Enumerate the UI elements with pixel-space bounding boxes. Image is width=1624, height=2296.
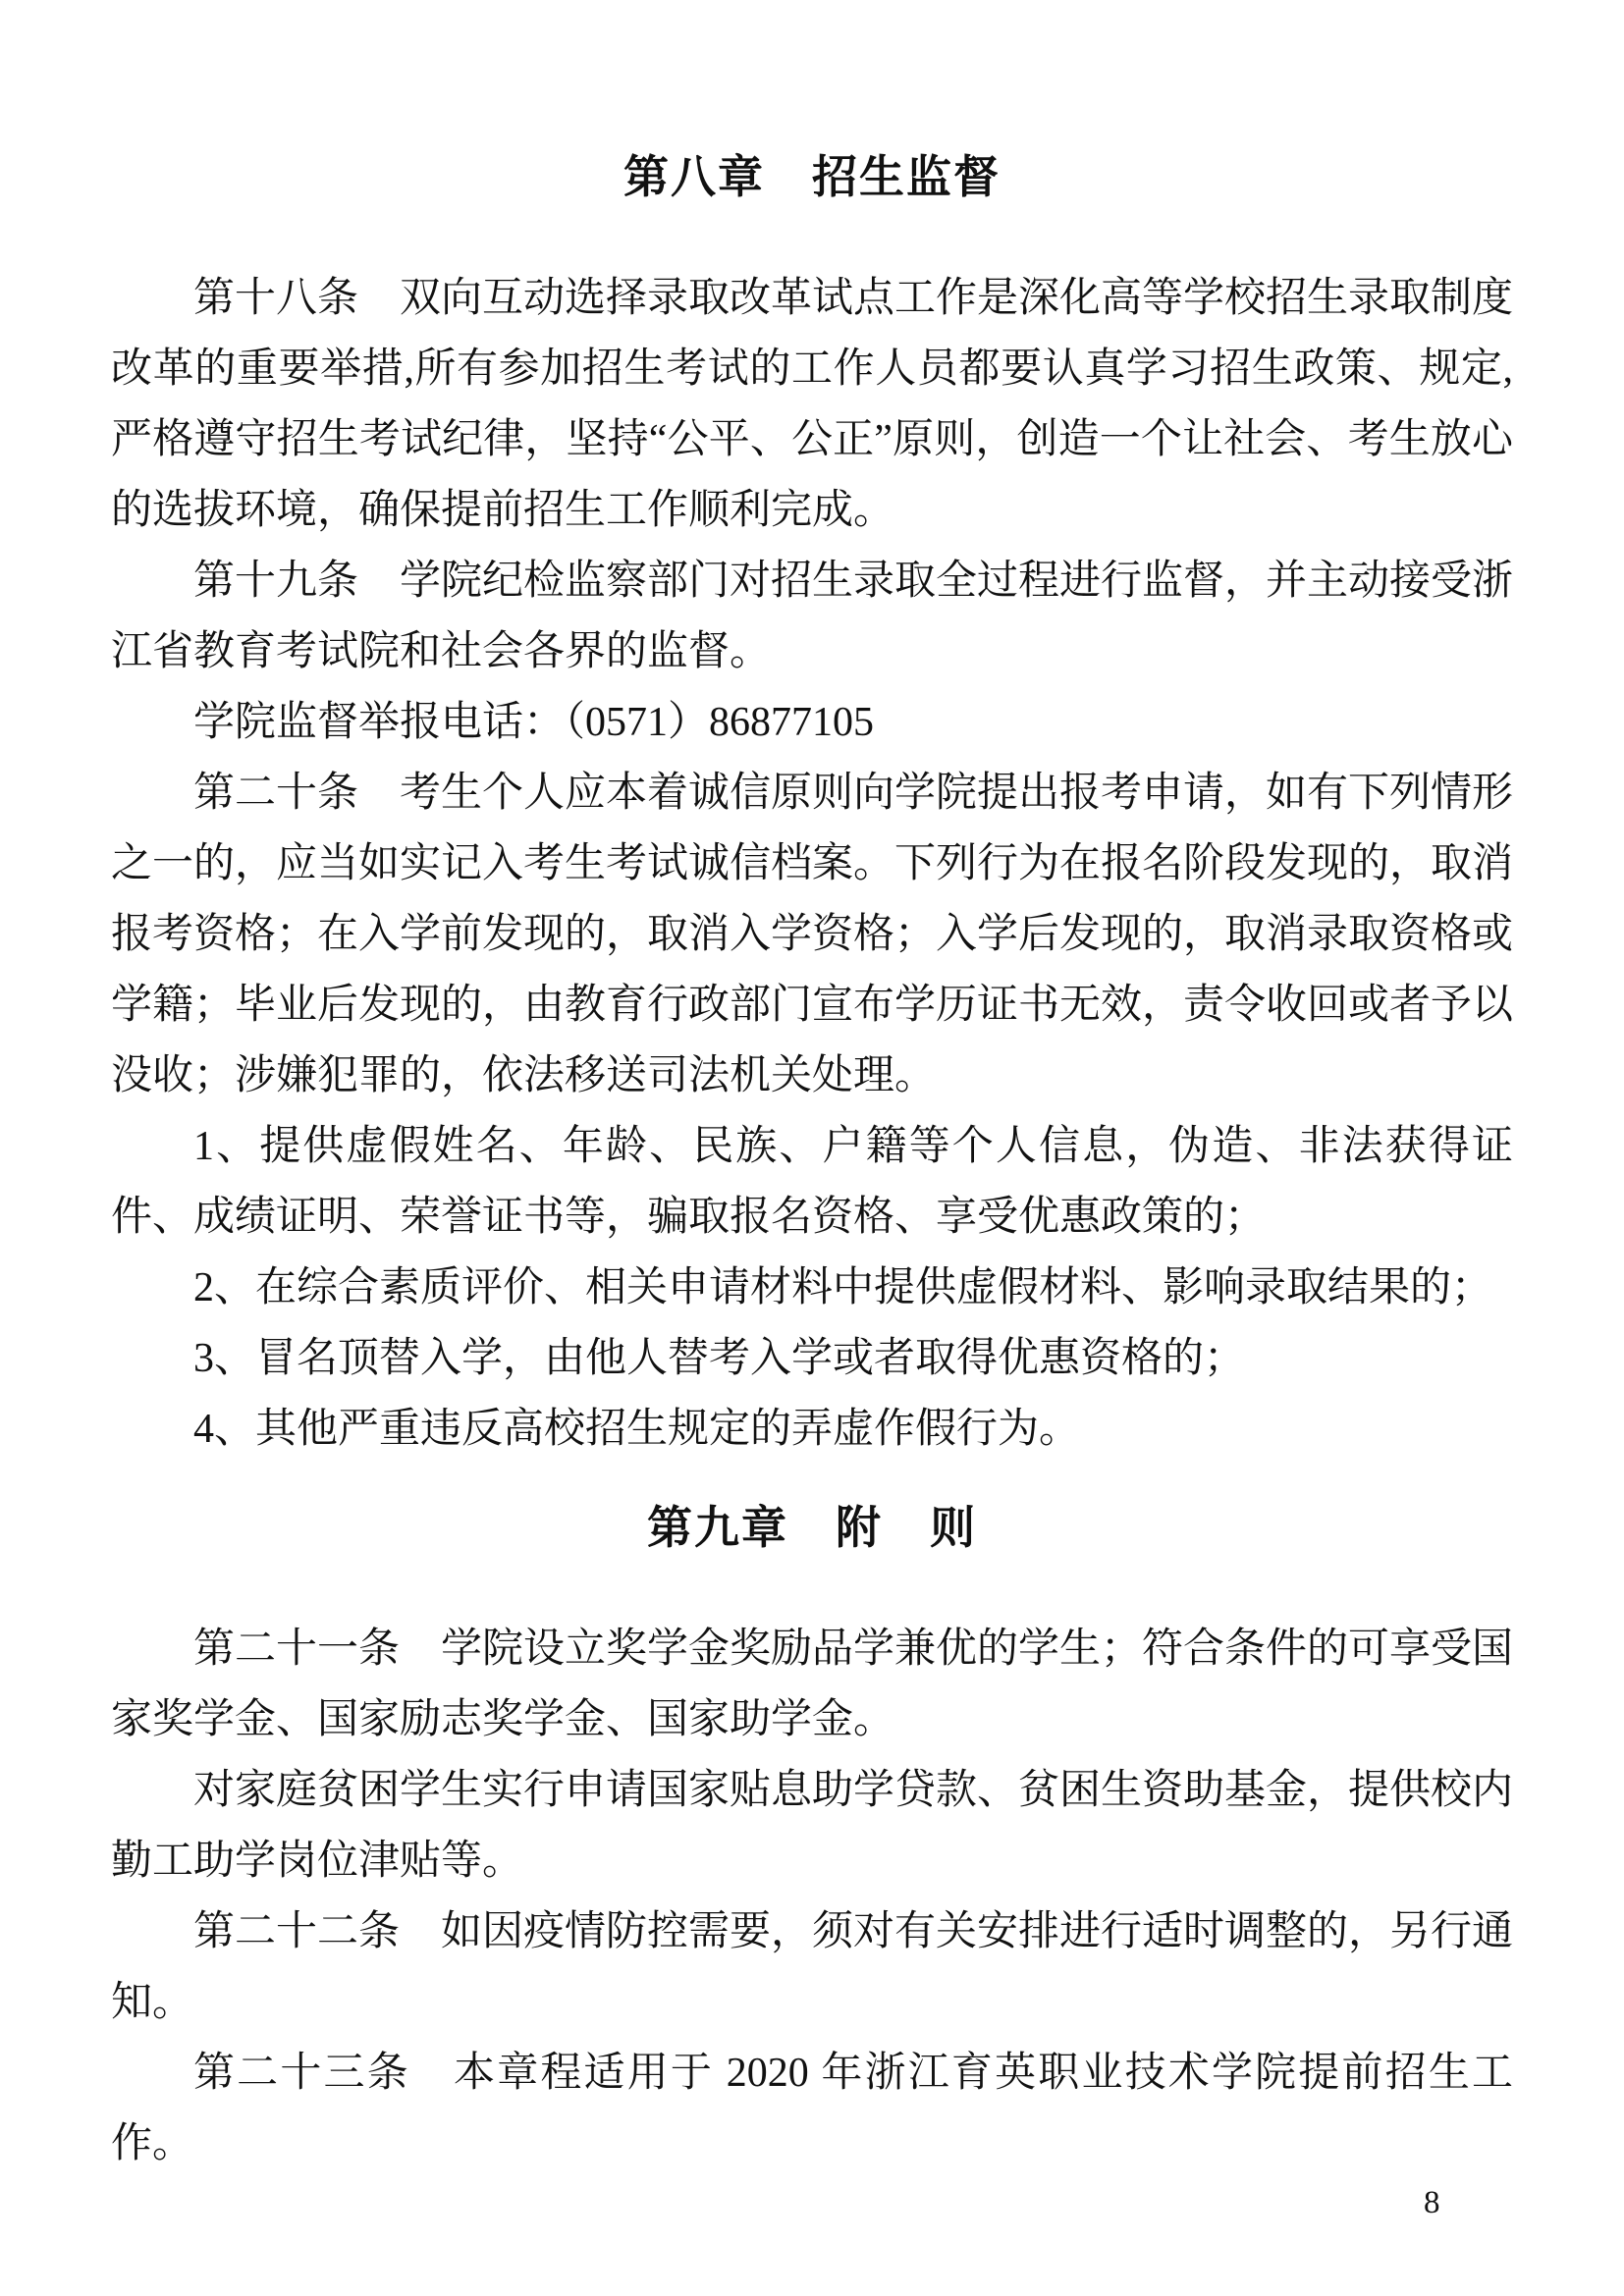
supervision-phone-line: 学院监督举报电话：（0571）86877105 — [193, 700, 875, 745]
article-19-paragraph: 第十九条 学院纪检监察部门对招生录取全过程进行监督，并主动接受浙江省教育考试院和社会各界的监督。 — [111, 559, 1514, 674]
page-number: 8 — [1424, 2185, 1440, 2220]
chapter-9-heading: 第九章 附 则 — [647, 1503, 977, 1553]
article-23-paragraph: 第二十三条 本章程适用于 2020 年浙江育英职业技术学院提前招生工作。 — [111, 2051, 1513, 2166]
article-20-paragraph: 第二十条 考生个人应本着诚信原则向学院提出报考申请，如有下列情形之一的，应当如实记入考生考试诚信档案。下列行为在报名阶段发现的，取消报考资格；在入学前发现的，取消入学资格；入学后发现的，取消录取资格或学籍；毕业后发现的，由教育行政部门宣布学历证书无效，责令收回或者予以没收；涉嫌犯罪的，依法移送司法机关处理。 — [111, 771, 1514, 1098]
article-22-paragraph: 第二十二条 如因疫情防控需要，须对有关安排进行适时调整的，另行通知。 — [111, 1909, 1514, 2025]
article-21-paragraph: 第二十一条 学院设立奖学金奖励品学兼优的学生；符合条件的可享受国家奖学金、国家励志奖学金、国家助学金。 — [111, 1627, 1514, 1742]
document-content — [111, 0, 1513, 2179]
chapter-8-heading: 第八章 招生监督 — [623, 152, 1001, 202]
article-18-paragraph: 第十八条 双向互动选择录取改革试点工作是深化高等学校招生录取制度改革的重要举措,所有参加招生考试的工作人员都要认真学习招生政策、规定,严格遵守招生考试纪律，坚持“公平、公正”原则，创造一个让社会、考生放心的选拔环境，确保提前招生工作顺利完成。 — [111, 276, 1514, 533]
violation-item-2: 2、在综合素质评价、相关申请材料中提供虚假材料、影响录取结果的； — [193, 1265, 1493, 1310]
financial-aid-paragraph: 对家庭贫困学生实行申请国家贴息助学贷款、贫困生资助基金，提供校内勤工助学岗位津贴等。 — [111, 1768, 1514, 1884]
violation-item-1: 1、提供虚假姓名、年龄、民族、户籍等个人信息，伪造、非法获得证件、成绩证明、荣誉证书等，骗取报名资格、享受优惠政策的； — [111, 1124, 1513, 1240]
violation-item-4: 4、其他严重违反高校招生规定的弄虚作假行为。 — [193, 1407, 1081, 1452]
violation-item-3: 3、冒名顶替入学，由他人替考入学或者取得优惠资格的； — [193, 1336, 1246, 1381]
